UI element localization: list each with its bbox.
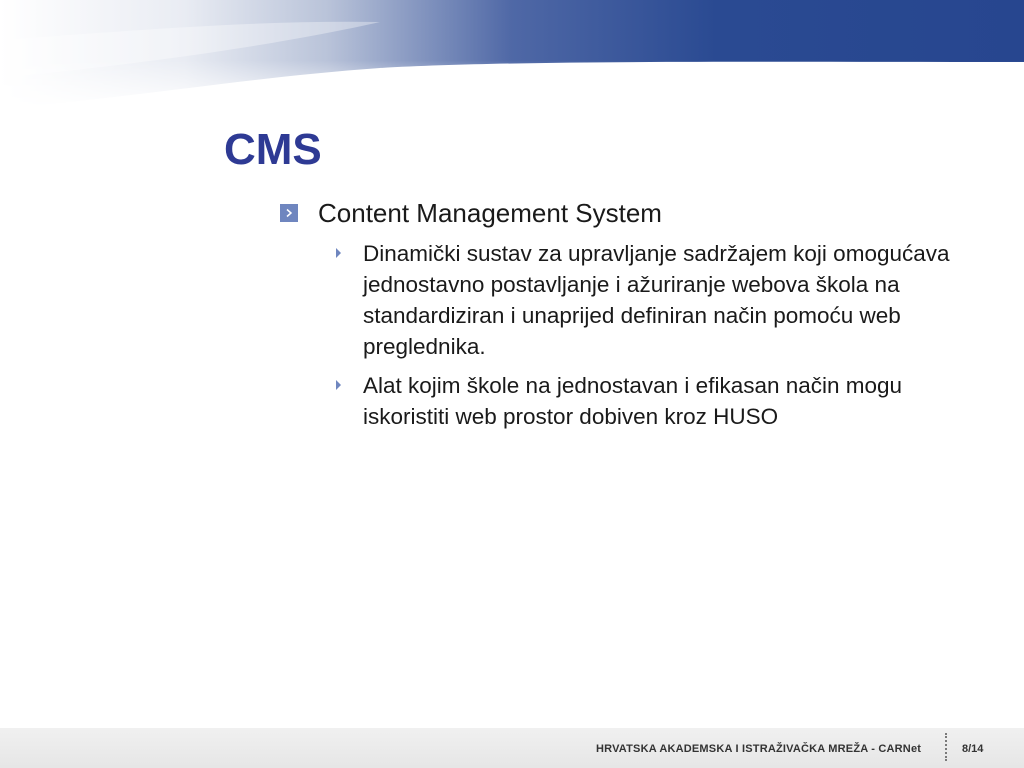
- sub-bullet-item: [336, 238, 986, 362]
- sub-bullet-list: [336, 238, 986, 440]
- page-number: 8/14: [962, 743, 984, 755]
- triangle-right-icon: [336, 248, 341, 258]
- chevron-right-box-icon: [280, 204, 298, 222]
- header-wave-decoration: [0, 0, 1024, 110]
- footer-divider: [945, 733, 947, 761]
- main-bullet-text: Content Management System: [318, 198, 662, 228]
- sub-bullet-text: Dinamički sustav za upravljanje sadržajem koji omogućava jednostavno postavljanje i ažuriranje webova škola na standardiziran i unaprijed definiran način pomoću web preglednika.: [363, 241, 950, 359]
- triangle-right-icon: [336, 380, 341, 390]
- sub-bullet-text: Alat kojim škole na jednostavan i efikasan način mogu iskoristiti web prostor dobiven kroz HUSO: [363, 373, 903, 429]
- slide-title: CMS: [224, 125, 322, 174]
- footer-organization: HRVATSKA AKADEMSKA I ISTRAŽIVAČKA MREŽA - CARNet: [596, 743, 922, 755]
- main-bullet: [280, 198, 1000, 229]
- sub-bullet-item: [336, 370, 986, 432]
